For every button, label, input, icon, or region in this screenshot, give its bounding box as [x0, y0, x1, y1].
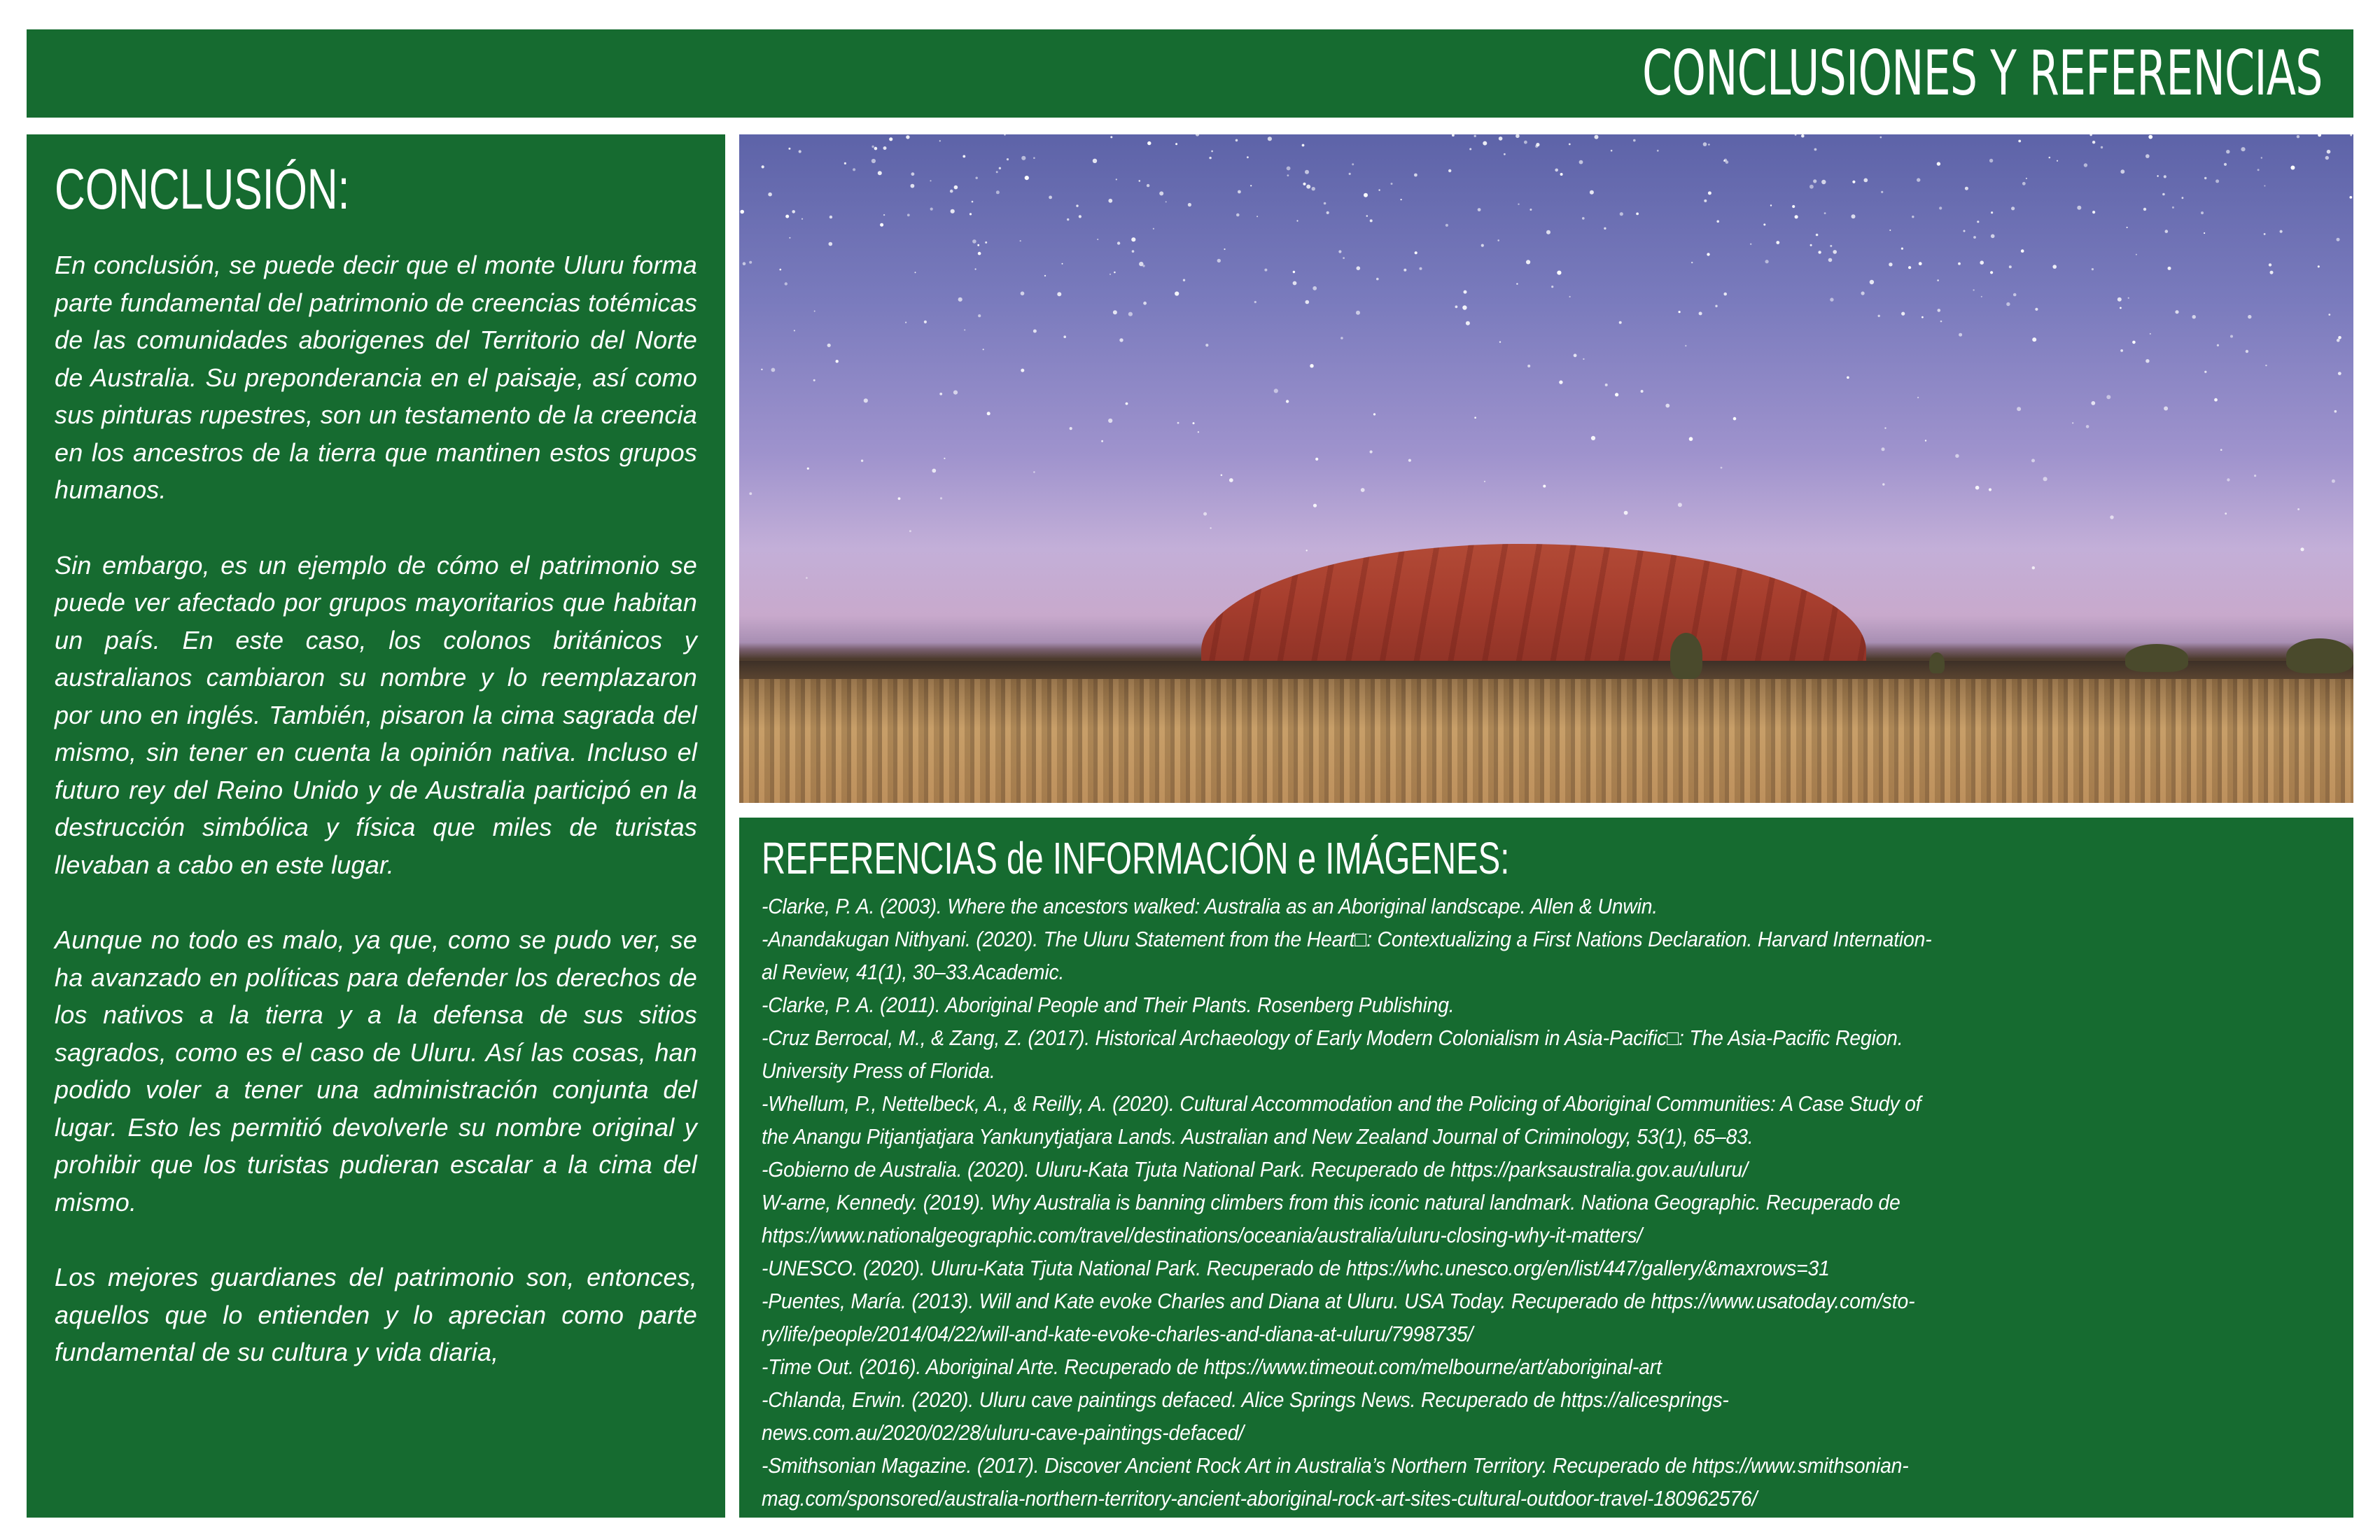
conclusion-paragraph: Sin embargo, es un ejemplo de cómo el patrimonio se puede ver afectado por grupos mayoritarios que habitan un país. En este caso, los colonos británicos y australianos cambiaron su nombre y lo reemplazaron por uno en inglés. También, pisaron la cima sagrada del mismo, sin tener en cuenta la opinión nativa. Incluso el futuro rey del Reino Unido y de Australia participó en la destrucción simbólica y física que miles de turistas llevaban a cabo en este lugar.: [55, 550, 697, 879]
title-banner: [27, 29, 2353, 118]
reference-line: -Whellum, P., Nettelbeck, A., & Reilly, A. (2020). Cultural Accommodation and the Policing of Aboriginal Communities: A Case Study of: [762, 1091, 1921, 1116]
horizon-line: [739, 661, 2353, 679]
tree: [2286, 638, 2353, 673]
reference-line: https://www.nationalgeographic.com/travel/destinations/oceania/australia/uluru-closing-why-it-matters/: [762, 1223, 1643, 1247]
conclusion-paragraph: Aunque no todo es malo, ya que, como se pudo ver, se ha avanzado en políticas para defender los derechos de los nativos a la tierra y a la defensa de sus sitios sagrados, como es el caso de Uluru. Así las cosas, han podido voler a tener una administración conjunta del lugar. Esto les permitió devolverle su nombre original y prohibir que los turistas pudieran escalar a la cima del mismo.: [55, 925, 697, 1217]
reference-line: -Puentes, María. (2013). Will and Kate evoke Charles and Diana at Uluru. USA Today. Recuperado de https://www.usatoday.com/sto-: [762, 1289, 1915, 1313]
grassland: [739, 679, 2353, 803]
references-list: [762, 890, 2332, 1516]
conclusion-paragraph: Los mejores guardianes del patrimonio son, entonces, aquellos que lo entienden y lo aprecian como parte fundamental de su cultura y vida diaria,: [55, 1263, 697, 1367]
references-heading: REFERENCIAS de INFORMACIÓN e IMÁGENES:: [762, 833, 1510, 883]
page-title: CONCLUSIONES Y REFERENCIAS: [1642, 37, 2323, 109]
reference-line: news.com.au/2020/02/28/uluru-cave-paintings-defaced/: [762, 1420, 1244, 1445]
reference-line: W-arne, Kennedy. (2019). Why Australia is banning climbers from this iconic natural landmark. Nationa Geographic. Recuperado de: [762, 1190, 1900, 1214]
tree: [1670, 633, 1702, 679]
tree: [1929, 652, 1945, 673]
reference-line: -Gobierno de Australia. (2020). Uluru-Kata Tjuta National Park. Recuperado de https://parksaustralia.gov.au/uluru/: [762, 1157, 1748, 1182]
conclusion-panel: [27, 134, 725, 1518]
uluru-photo: [739, 134, 2353, 803]
reference-line: mag.com/sponsored/australia-northern-territory-ancient-aboriginal-rock-art-sites-cultural-outdoor-travel-180962576/: [762, 1486, 1758, 1511]
reference-line: -Cruz Berrocal, M., & Zang, Z. (2017). Historical Archaeology of Early Modern Colonialism in Asia-Pacific□: The Asia-Pacific Region.: [762, 1026, 1903, 1050]
reference-line: -Smithsonian Magazine. (2017). Discover Ancient Rock Art in Australia’s Northern Territory. Recuperado de https://www.smithsonian-: [762, 1453, 1909, 1478]
conclusion-heading: CONCLUSIÓN:: [55, 158, 350, 221]
reference-line: -Anandakugan Nithyani. (2020). The Uluru Statement from the Heart□: Contextualizing a First Nations Declaration. Harvard Internation-: [762, 927, 1932, 951]
reference-line: -Chlanda, Erwin. (2020). Uluru cave paintings defaced. Alice Springs News. Recuperado de https://alicesprings-: [762, 1387, 1729, 1412]
tree: [2125, 644, 2188, 672]
reference-line: -Clarke, P. A. (2011). Aboriginal People and Their Plants. Rosenberg Publishing.: [762, 993, 1455, 1017]
conclusion-paragraph: En conclusión, se puede decir que el monte Uluru forma parte fundamental del patrimonio de creencias totémicas de las comunidades aborigenes del Territorio del Norte de Australia. Su preponderancia en el paisaje, así como sus pinturas rupestres, son un testamento de la creencia en los ancestros de la tierra que mantinen estos grupos humanos.: [55, 251, 697, 505]
reference-line: the Anangu Pitjantjatjara Yankunytjatjara Lands. Australian and New Zealand Journal of Criminology, 53(1), 65–83.: [762, 1124, 1754, 1149]
reference-line: al Review, 41(1), 30–33.Academic.: [762, 960, 1065, 984]
reference-line: -Clarke, P. A. (2003). Where the ancestors walked: Australia as an Aboriginal landscape. Allen & Unwin.: [762, 894, 1658, 918]
reference-line: -Time Out. (2016). Aboriginal Arte. Recuperado de https://www.timeout.com/melbourne/art/aboriginal-art: [762, 1354, 1662, 1379]
reference-line: ry/life/people/2014/04/22/will-and-kate-evoke-charles-and-diana-at-uluru/7998735/: [762, 1322, 1474, 1346]
references-panel: [739, 818, 2353, 1518]
reference-line: University Press of Florida.: [762, 1058, 995, 1083]
reference-line: -UNESCO. (2020). Uluru-Kata Tjuta National Park. Recuperado de https://whc.unesco.org/en/list/447/gallery/&maxrows=31: [762, 1256, 1830, 1280]
